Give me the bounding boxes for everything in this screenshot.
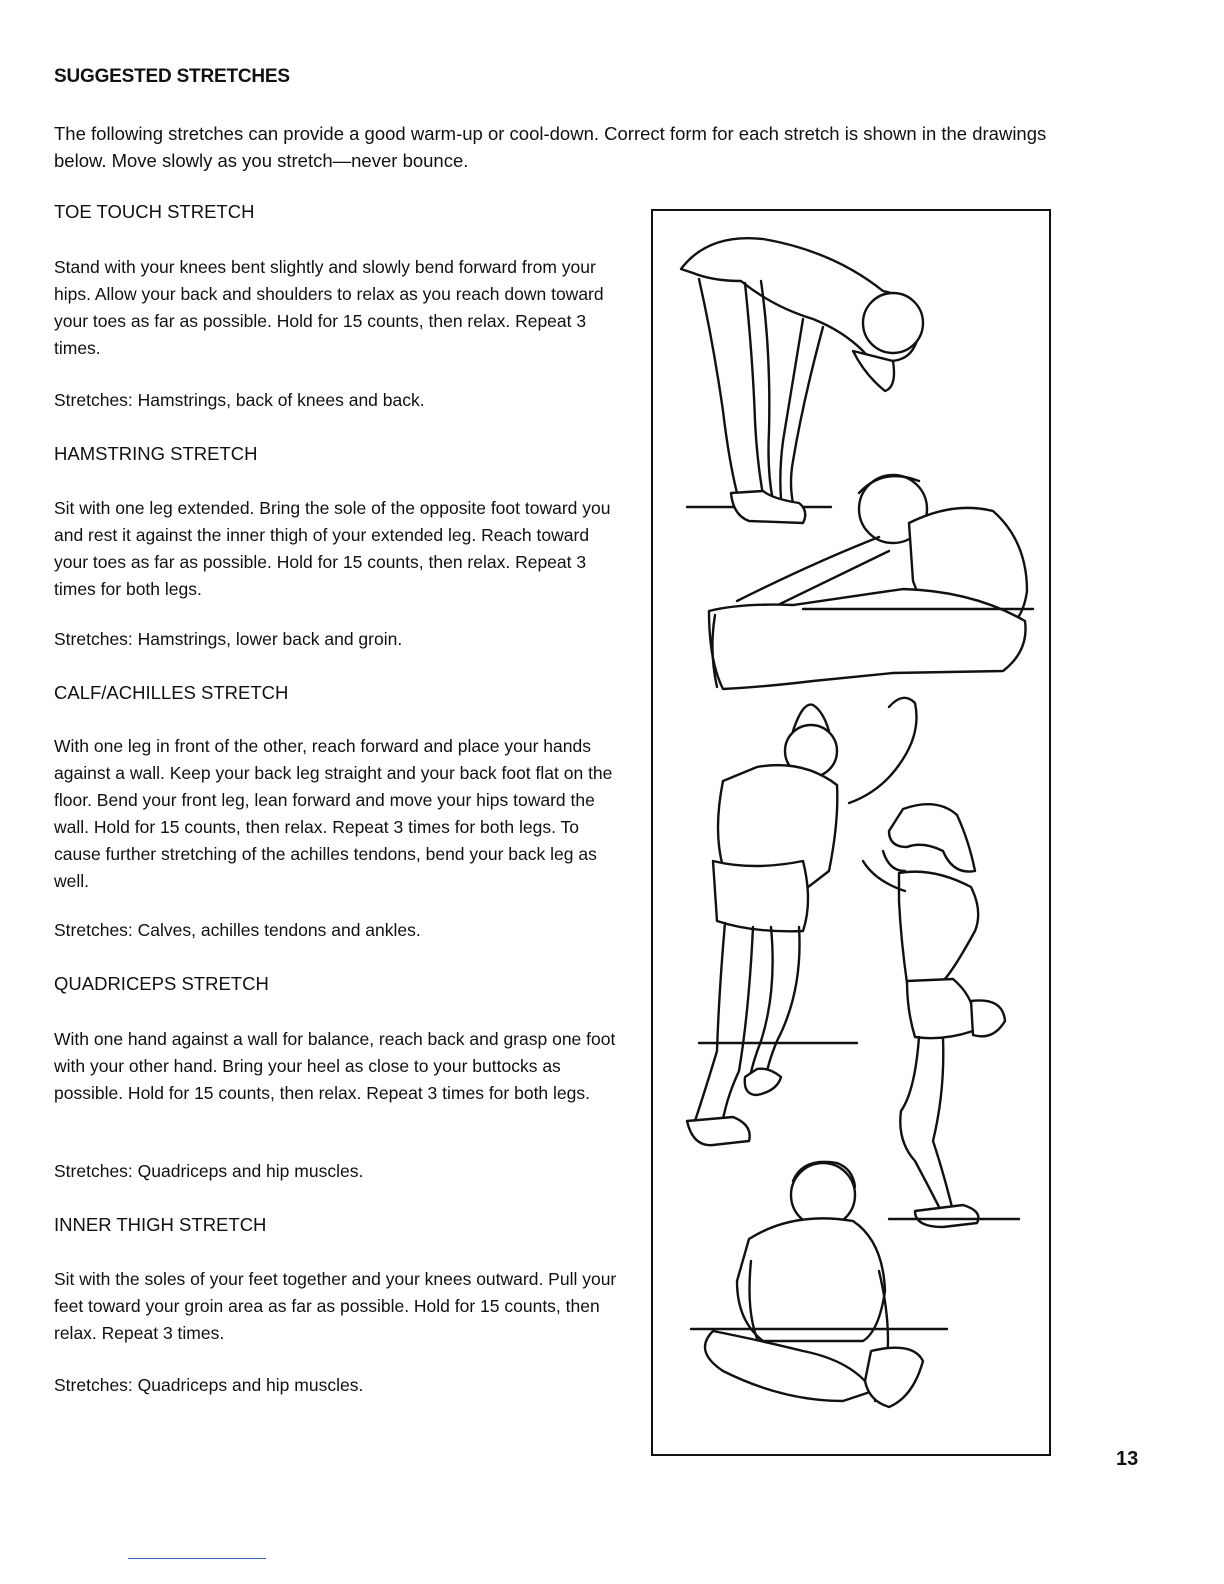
intro-paragraph: The following stretches can provide a good warm-up or cool-down. Correct form for each stretch is shown in the drawings below. Move slowly as you stretch—never bounce. [54, 123, 1047, 171]
section-title-toe-touch: TOE TOUCH STRETCH [54, 201, 255, 222]
section-body-hamstring: Sit with one leg extended. Bring the sole of the opposite foot toward you and rest it against the inner thigh of your extended leg. Reach toward your toes as far as possible. Hold for 15 counts, then relax. Repeat 3 times for both legs. [54, 498, 611, 599]
footer-rule [128, 1558, 266, 1559]
section-title-hamstring: HAMSTRING STRETCH [54, 443, 258, 464]
section-body-inner-thigh: Sit with the soles of your feet together and your knees outward. Pull your feet toward your groin area as far as possible. Hold for 15 counts, then relax. Repeat 3 times. [54, 1269, 617, 1343]
section-body-toe-touch: Stand with your knees bent slightly and slowly bend forward from your hips. Allow your back and shoulders to relax as you reach down toward your toes as far as possible. Hold for 15 counts, then relax. Repeat 3 times. [54, 257, 604, 358]
section-stretches-quadriceps: Stretches: Quadriceps and hip muscles. [54, 1161, 364, 1181]
quadriceps-figure [863, 804, 1019, 1227]
stretch-illustrations-drawing [653, 211, 1053, 1458]
stretch-illustrations-panel [651, 209, 1051, 1456]
section-body-quadriceps: With one hand against a wall for balance, reach back and grasp one foot with your other hand. Bring your heel as close to your buttocks as possible. Hold for 15 counts, then relax. Repeat 3 times for both legs. [54, 1029, 616, 1103]
section-title-inner-thigh: INNER THIGH STRETCH [54, 1214, 267, 1235]
page-number: 13 [1116, 1448, 1139, 1470]
inner-thigh-figure [691, 1162, 947, 1407]
calf-achilles-figure [687, 698, 917, 1145]
section-stretches-hamstring: Stretches: Hamstrings, lower back and groin. [54, 629, 403, 649]
section-stretches-inner-thigh: Stretches: Quadriceps and hip muscles. [54, 1375, 364, 1395]
section-title-quadriceps: QUADRICEPS STRETCH [54, 973, 269, 994]
section-title-calf-achilles: CALF/ACHILLES STRETCH [54, 682, 289, 703]
section-stretches-toe-touch: Stretches: Hamstrings, back of knees and back. [54, 390, 425, 410]
page-title: SUGGESTED STRETCHES [54, 66, 290, 87]
section-body-calf-achilles: With one leg in front of the other, reach forward and place your hands against a wall. Keep your back leg straight and your back foot flat on the floor. Bend your front leg, lean forward and move your hips toward the wall. Hold for 15 counts, then relax. Repeat 3 times for both legs. To cause further stretching of the achilles tendons, bend your back leg as well. [54, 736, 613, 891]
section-stretches-calf-achilles: Stretches: Calves, achilles tendons and ankles. [54, 920, 421, 940]
